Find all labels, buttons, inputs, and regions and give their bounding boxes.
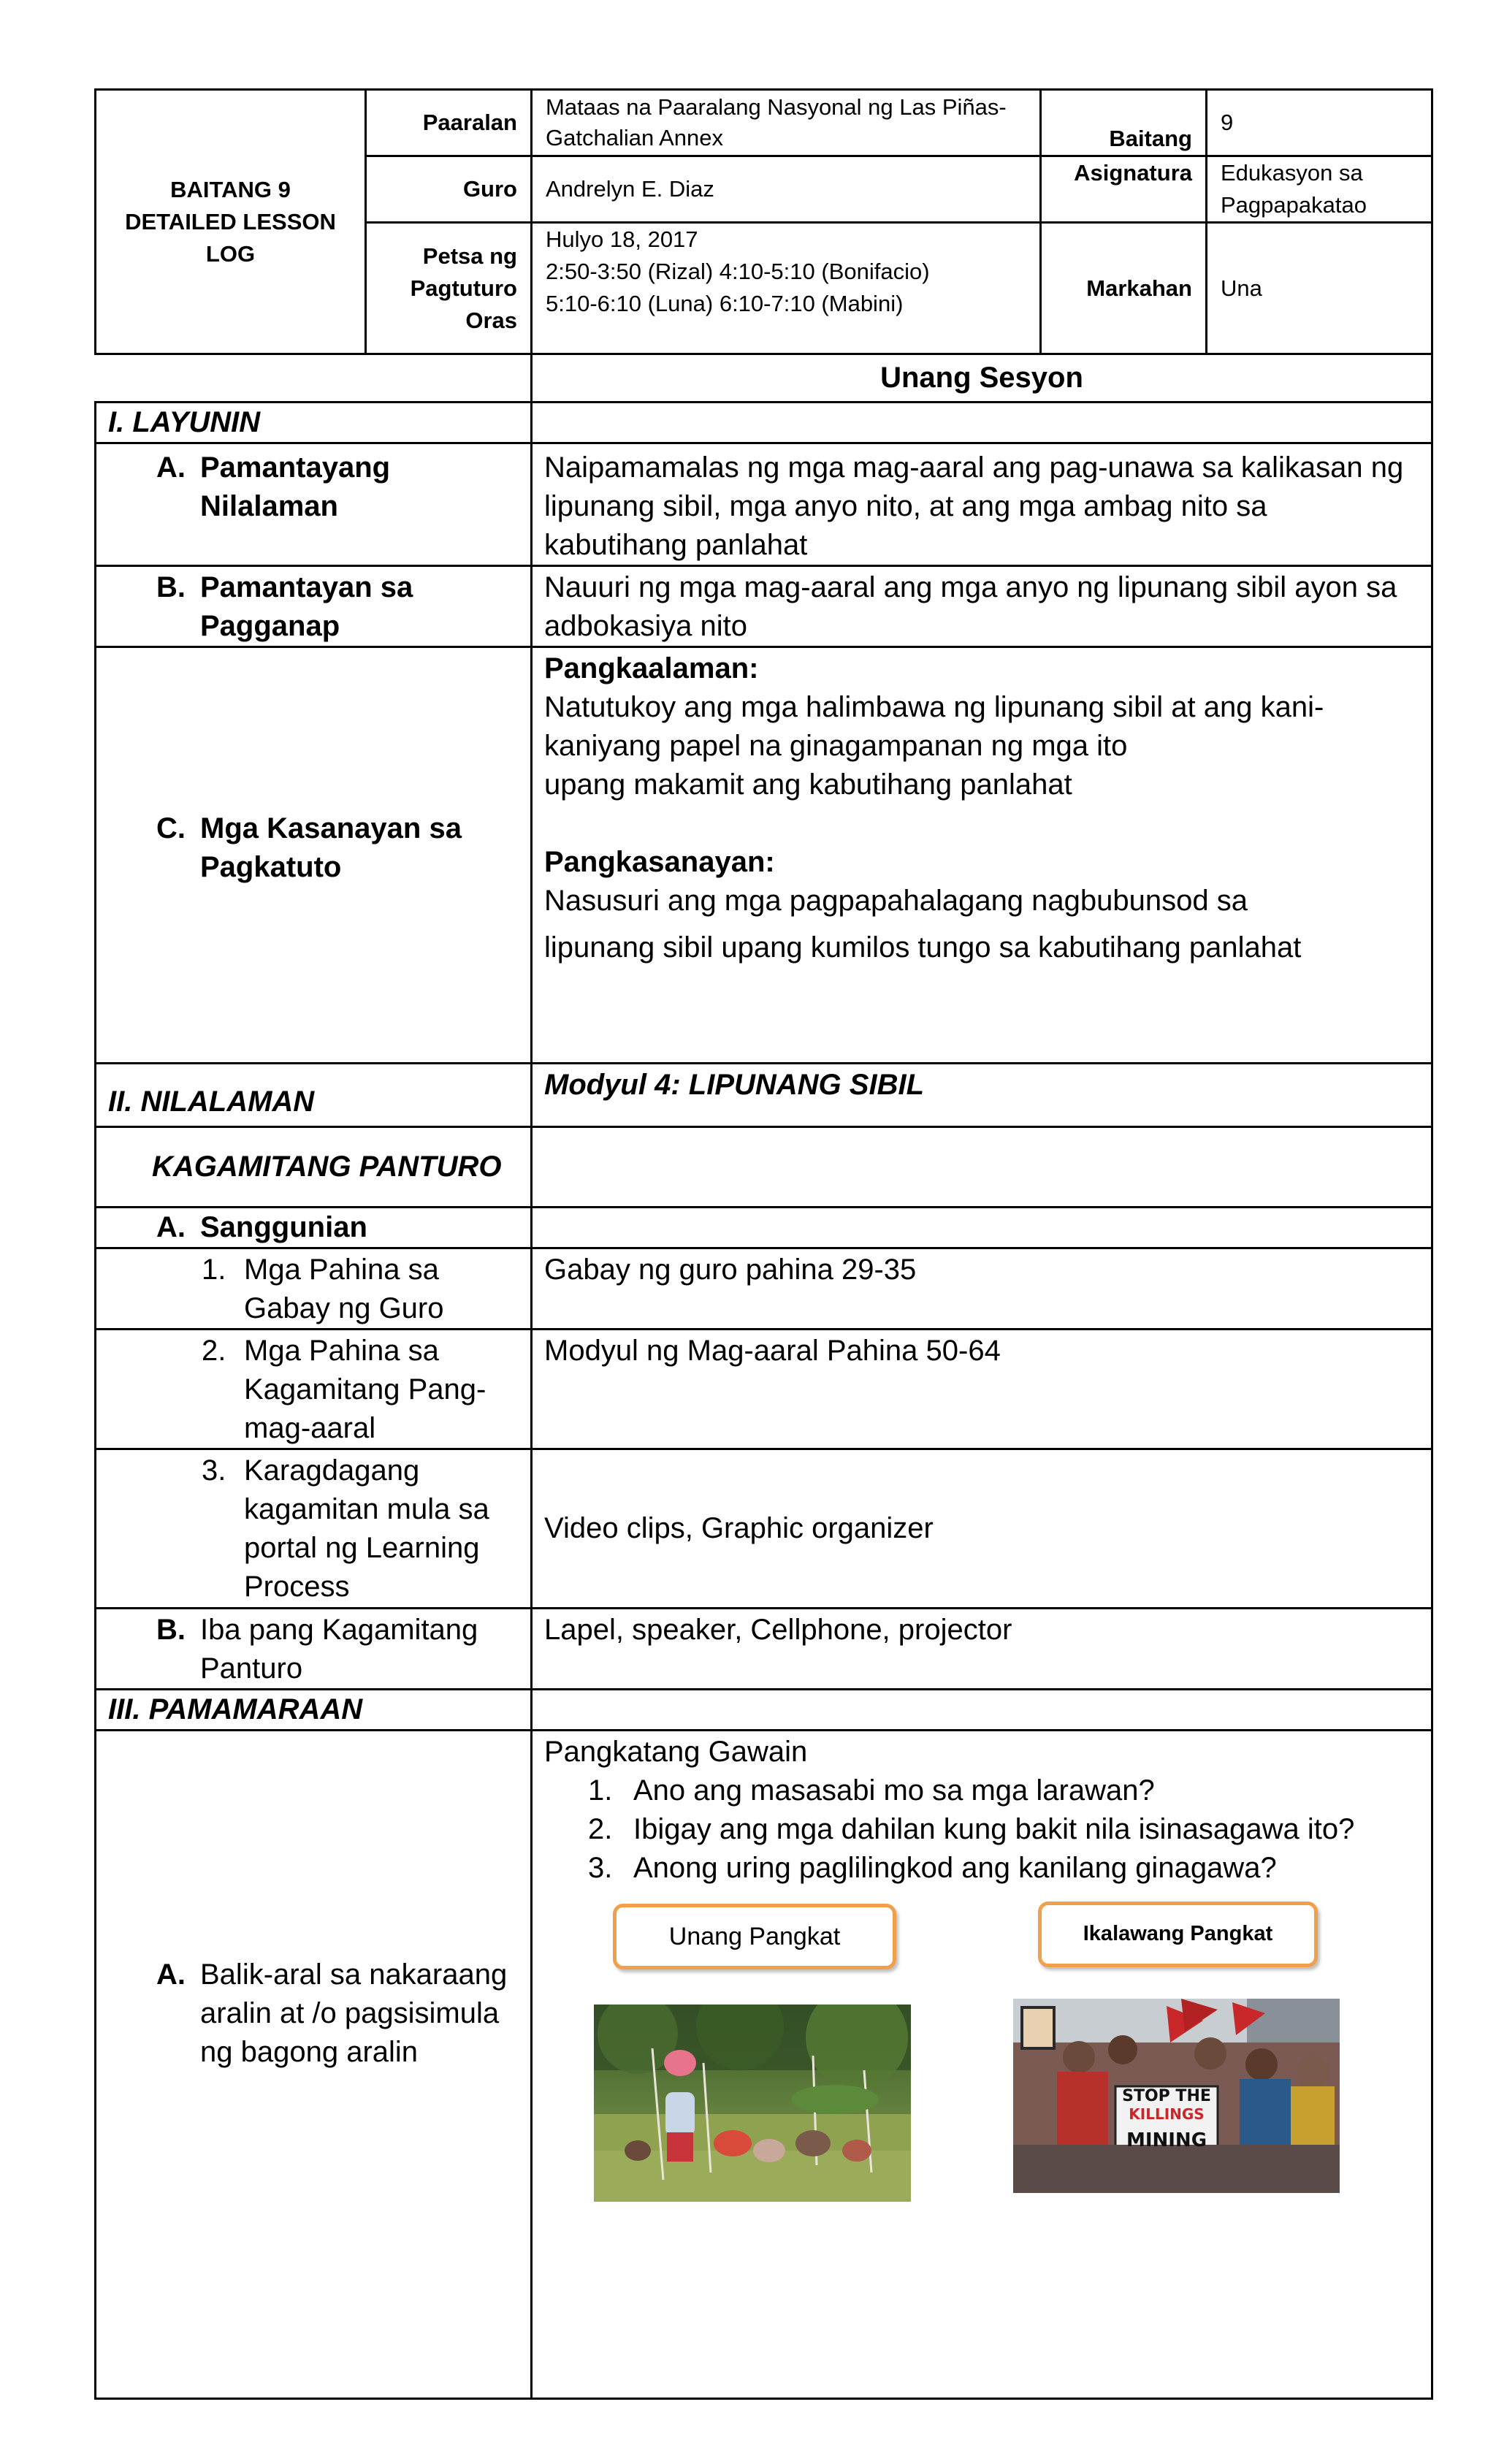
karagdagang-kagamitan-value: Video clips, Graphic organizer (532, 1449, 1432, 1609)
kagamitang-pang-mag-aaral-value: Modyul ng Mag-aaral Pahina 50-64 (532, 1330, 1432, 1449)
forest-photo-illustration (594, 2005, 911, 2202)
pamantayang-nilalaman-text: Naipamamalas ng mga mag-aaral ang pag-unawa sa kalikasan ng lipunang sibil, mga anyo nito, at ang mga ambag nito sa kabutihang panlahat (532, 443, 1432, 566)
photo-outdoor-group (594, 2005, 911, 2202)
gabay-guro-value: Gabay ng guro pahina 29-35 (532, 1248, 1432, 1330)
kagamitan-heading: KAGAMITANG PANTURO (96, 1127, 532, 1208)
pamantayan-pagganap-text: Nauuri ng mga mag-aaral ang mga anyo ng lipunang sibil ayon sa adbokasiya nito (532, 566, 1432, 647)
petsa-value: Hulyo 18, 2017 2:50-3:50 (Rizal) 4:10-5:10 (Bonifacio) 5:10-6:10 (Luna) 6:10-7:10 (Mabini) (532, 223, 1041, 354)
sanggunian-label: A. Sanggunian (96, 1208, 532, 1248)
guro-value: Andrelyn E. Diaz (532, 156, 1041, 223)
session-title: Unang Sesyon (532, 354, 1432, 403)
baitang-value: 9 (1207, 90, 1432, 156)
kagamitang-pang-mag-aaral-label: 2. Mga Pahina sa Kagamitang Pang- mag-aaral (96, 1330, 532, 1449)
activity-title: Pangkatang Gawain (544, 1736, 808, 1768)
baitang-label: Baitang (1041, 90, 1207, 156)
asignatura-label: Asignatura (1041, 156, 1207, 223)
list-item: 2. Ibigay ang mga dahilan kung bakit nila isinasagawa ito? (588, 1813, 1355, 1845)
iba-pang-kagamitan-value: Lapel, speaker, Cellphone, projector (532, 1609, 1432, 1690)
gabay-guro-label: 1. Mga Pahina sa Gabay ng Guro (96, 1248, 532, 1330)
pamamaraan-heading: III. PAMAMARAAN (96, 1690, 532, 1731)
guro-label: Guro (366, 156, 532, 223)
question-list (544, 1771, 1419, 1888)
paaralan-label: Paaralan (366, 90, 532, 156)
blank-cell (96, 354, 532, 403)
protest-sign: STOP THE KILLINGS MINING (1122, 2087, 1211, 2151)
nilalaman-heading: II. NILALAMAN (96, 1064, 532, 1127)
sanggunian-empty (532, 1208, 1432, 1248)
layunin-empty (532, 403, 1432, 443)
lesson-log-title: BAITANG 9 DETAILED LESSON LOG (96, 90, 366, 354)
photo-protest-march (1013, 1999, 1340, 2193)
list-item: 3. Anong uring paglilingkod ang kanilang ginagawa? (588, 1852, 1277, 1884)
kasanayan-label: C. Mga Kasanayan sa Pagkatuto (96, 647, 532, 1064)
pamamaraan-empty (532, 1690, 1432, 1731)
list-item: 1. Ano ang masasabi mo sa mga larawan? (588, 1774, 1155, 1807)
markahan-value: Una (1207, 223, 1432, 354)
kagamitan-empty (532, 1127, 1432, 1208)
header-table (94, 88, 1433, 355)
markahan-label: Markahan (1041, 223, 1207, 354)
paaralan-value: Mataas na Paaralang Nasyonal ng Las Piñas- Gatchalian Annex (532, 90, 1041, 156)
nilalaman-value: Modyul 4: LIPUNANG SIBIL (532, 1064, 1432, 1127)
petsa-label: Petsa ng Pagtuturo Oras (366, 223, 532, 354)
kasanayan-text: Pangkaalaman: Natutukoy ang mga halimbawa ng lipunang sibil at ang kani- kaniyang papel na ginagampanan ng mga ito upang makamit ang kabutihang panlahat Pangkasanayan: Nasusuri ang mga pagpapahalagang nagbubunsod sa lipunang sibil upang kumilos tungo sa kabutihang panlahat (532, 647, 1432, 1064)
pamantayang-nilalaman-label: A. Pamantayang Nilalaman (96, 443, 532, 566)
pamantayan-pagganap-label: B. Pamantayan sa Pagganap (96, 566, 532, 647)
balik-aral-label: A. Balik-aral sa nakaraang aralin at /o pagsisimula ng bagong aralin (96, 1731, 532, 2399)
iba-pang-kagamitan-label: B. Iba pang Kagamitang Panturo (96, 1609, 532, 1690)
karagdagang-kagamitan-label: 3. Karagdagang kagamitan mula sa portal ng Learning Process (96, 1449, 532, 1609)
asignatura-value: Edukasyon sa Pagpapakatao (1207, 156, 1432, 223)
group1-box: Unang Pangkat (613, 1904, 896, 1969)
group2-box: Ikalawang Pangkat (1038, 1902, 1318, 1967)
layunin-heading: I. LAYUNIN (96, 403, 532, 443)
